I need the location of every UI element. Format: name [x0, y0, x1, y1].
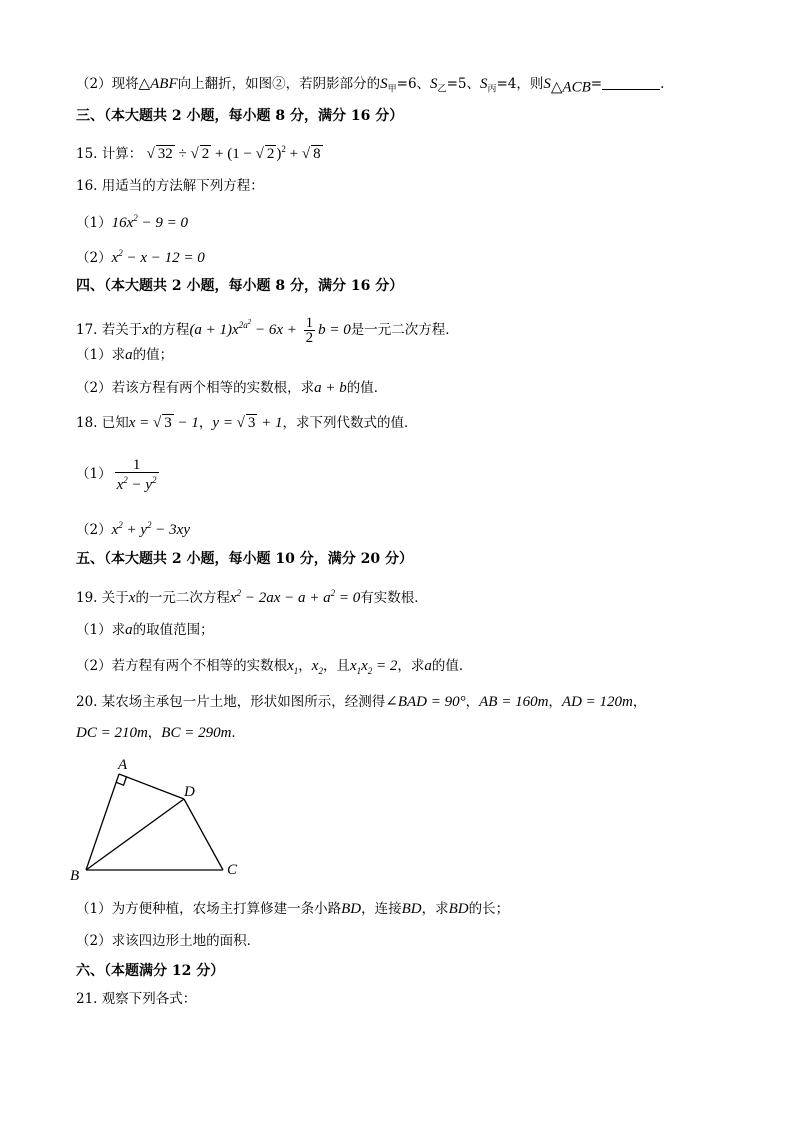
section-6-title: 六、（本题满分 12 分）	[76, 963, 225, 979]
q20-line2: DC = 210m，BC = 290m．	[76, 725, 245, 741]
q17-part1: （1）求a的值；	[76, 347, 174, 363]
q20-part2: （2）求该四边形土地的面积．	[76, 933, 261, 949]
q18: 18. 已知x = √ 3 − 1，y = √ 3 + 1，求下列代数式的值．	[76, 415, 418, 431]
q17: 17. 若关于x的方程$(a + 1)x^{2a^2} - 6x$ + $\frac{1}{2}$ b = 0是一元二次方程．	[76, 315, 459, 347]
q21: 21. 观察下列各式：	[76, 991, 197, 1007]
label-D: D	[184, 784, 195, 800]
q20: 20. 某农场主承包一片土地，形状如图所示，经测得∠BAD = 90°，AB = 160m，AD = 120m，	[76, 694, 647, 710]
q17-equation: $(a + 1)x^{2a^2} - 6x$ + $\frac{1}{2}$ b = 0	[189, 315, 351, 347]
quadrilateral-figure	[66, 756, 266, 886]
q16-part2: $(2)x^2 - x - 12 = 0$	[76, 248, 205, 266]
q20-part1: （1）为方便种植，农场主打算修建一条小路BD，连接BD，求BD的长；	[76, 901, 510, 917]
q14-part2: （2）现将△ABF向上翻折，如图②，若阴影部分的$S_甲=6$、$S_乙=5$、$S_丙=4$，则$S_{\triangle ACB}=$ .	[76, 76, 665, 96]
edge-AD	[119, 774, 184, 799]
label-A: A	[118, 757, 128, 773]
edge-DC	[184, 799, 223, 870]
label-C: C	[227, 862, 238, 878]
edge-AB	[86, 774, 119, 870]
section-4-title: 四、（本大题共 2 小题，每小题 8 分，满分 16 分）	[76, 278, 404, 294]
q19-part2: （2）若方程有两个不相等的实数根$x_1$，$x_2$，且$x_1x_2 = 2$，求a的值．	[76, 658, 473, 676]
q16: 16. 用适当的方法解下列方程：	[76, 178, 264, 194]
q17-part2: （2）若该方程有两个相等的实数根，求a + b的值．	[76, 380, 388, 396]
q18-part2: $(2)x^2 + y^2 - 3xy$	[76, 520, 190, 538]
diagonal-BD	[86, 799, 184, 870]
q16-part1: $(1)16x^2 - 9 = 0$	[76, 213, 189, 231]
q19-part1: （1）求a的取值范围；	[76, 622, 214, 638]
section-3-title: 三、（本大题共 2 小题，每小题 8 分，满分 16 分）	[76, 108, 404, 124]
q15: 15. 计算： √ 32 ÷ √ 2 + (1 − √ 2 )$^2$ + √ 8	[76, 144, 321, 162]
q15-expression: √ 32 ÷ √ 2 + (1 − √ 2 )$^2$ + √ 8	[146, 144, 321, 162]
q18-part1: （1） $\frac{1}{x^2 - y^2}$	[76, 456, 157, 493]
answer-blank[interactable]	[602, 75, 660, 90]
q19: 19. 关于x的一元二次方程$x^2 - 2ax - a + a^2 = 0$有实数根．	[76, 588, 428, 606]
section-5-title: 五、（本大题共 2 小题，每小题 10 分，满分 20 分）	[76, 551, 413, 567]
label-B: B	[70, 868, 80, 884]
